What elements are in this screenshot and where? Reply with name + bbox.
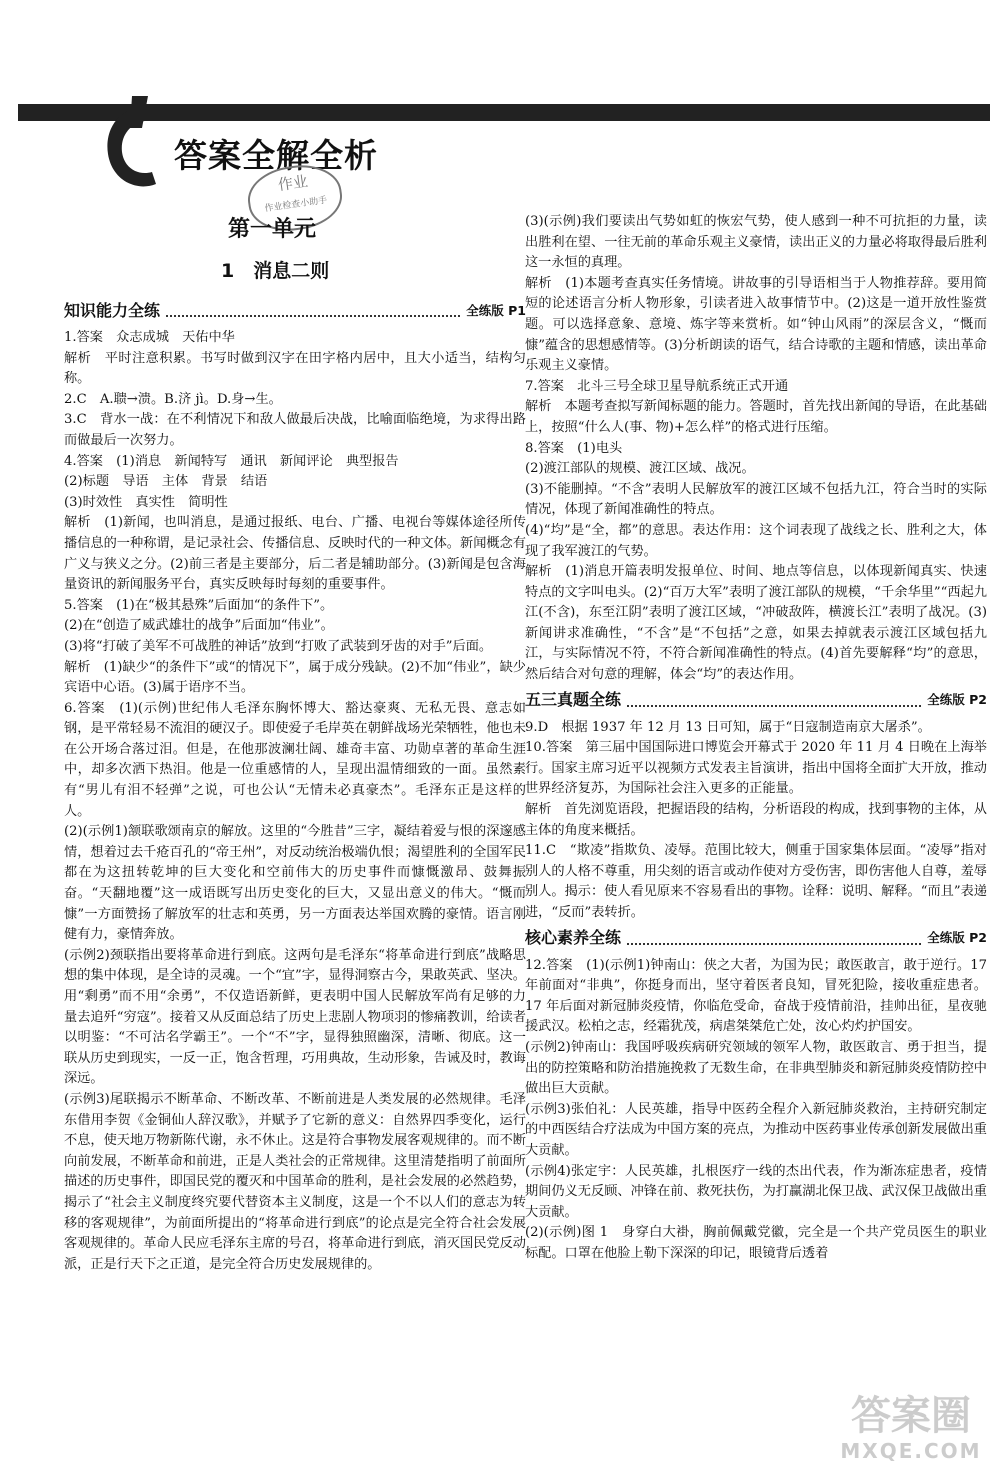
answer-item: 3.C 背水一战：在不利情况下和敌人做最后决战，比喻面临绝境，为求得出路而做最后一次努力。 (64, 412, 526, 448)
answer-item: (示例3)尾联揭示不断革命、不断改革、不断前进是人类发展的必然规律。毛泽东借用李贺《金铜仙人辞汉歌》，并赋予了它新的意义：自然界四季变化，运行不息，使天地万物新陈代谢，永不休止。这是符合事物发展客观规律的。而不断向前发展，不断革命和前进，正是人类社会的正常规律。这里清楚指明了前面所描述的历史事件，即国民党的覆灭和中国革命的胜利，是社会发展的必然趋势，揭示了“社会主义制度终究要代替资本主义制度，这是一个不以人们的意志为转移的客观规律”，为前面所提出的“将革命进行到底”的论点是完全符合社会发展客观规律的。革命人民应毛泽东主席的号召，将革命进行到底，消灭国民党反动派，正是行天下之正道，是完全符合历史发展规律的。 (64, 1091, 526, 1272)
answer-item: (3)时效性 真实性 简明性 (64, 494, 228, 510)
section-header: 五三真题全练 全练版 P2 (525, 690, 987, 710)
answer-list (525, 212, 987, 686)
answer-item: (示例2)颈联指出要将革命进行到底。这两句是毛泽东“将革命进行到底”战略思想的集中体现，是全诗的灵魂。一个“宜”字，显得洞察古今，果敢英武、坚决。用“剩勇”而不用“余勇”，不仅造语新鲜，更表明中国人民解放军尚有足够的力量去追歼“穷寇”。接着又从反面总结了历史上悲剧人物项羽的惨痛教训，给读者以明鉴：“不可沽名学霸王”。一个“不”字，显得独照幽深，清晰、彻底。这一联从历史到现实，一反一正，饱含哲理，巧用典故，生动形象，告诫及时，教诲深远。 (64, 947, 526, 1087)
answer-item: (2)标题 导语 主体 背景 结语 (64, 474, 268, 490)
hook-icon (90, 88, 170, 198)
answer-item: 解析 (1)本题考查真实任务情境。讲故事的引导语相当于人物推荐辞。要用简短的论述语言分析人物形象，引读者进入故事情节中。(2)这是一道开放性鉴赏题。可以选择意象、意境、炼字等来赏析。如“钟山风雨”的深层含义，“慨而慷”蕴含的思想感情等。(3)分析朗读的语气，结合诗歌的主题和情感，读出革命乐观主义豪情。 (525, 275, 987, 374)
unit-title: 第一单元 (228, 217, 317, 242)
answer-item: 解析 (1)缺少“的条件下”或“的情况下”，属于成分残缺。(2)不加“伟业”，缺少宾语中心语。(3)属于语序不当。 (64, 659, 526, 696)
answer-item: 解析 (1)新闻，也叫消息，是通过报纸、电台、广播、电视台等媒体途径所传播信息的一种称谓，是记录社会、传播信息、反映时代的一种文体。新闻概念有广义与狭义之分。(2)前三者是主要部分，后二者是辅助部分。(3)新闻是包含海量资讯的新闻服务平台，真实反映每时每刻的重要事件。 (64, 515, 526, 593)
answer-item: 10.答案 第三届中国国际进口博览会开幕式于 2020 年 11 月 4 日晚在上海举行。国家主席习近平以视频方式发表主旨演讲，指出中国将全面扩大开放，推动世界经济复苏，为国际社会注入更多的正能量。 (525, 740, 987, 797)
answer-item: 4.答案 (1)消息 新闻特写 通讯 新闻评论 典型报告 (64, 453, 399, 469)
answer-item: 解析 (1)消息开篇表明发报单位、时间、地点等信息，以体现新闻真实、快速特点的文字叫电头。(2)“百万大军”表明了渡江部队的规模，“千余华里”“西起九江(不含)，东至江阴”表明了渡江区域，“冲破敌阵，横渡长江”表明了战况。(3)新闻讲求准确性，“不含”是“不包括”之意，如果去掉就表示渡江区域包括九江，与实际情况不符，不符合新闻准确性的特点。(4)首先要解释“均”的意思，然后结合对句意的理解，体会“均”的表达作用。 (525, 564, 987, 683)
answer-item: (3)将“打破了美军不可战胜的神话”放到“打败了武装到牙齿的对手”后面。 (64, 638, 493, 654)
answer-item: 7.答案 北斗三号全球卫星导航系统正式开通 (525, 378, 789, 394)
watermark: 答案圈 MXQE.COM (840, 1393, 982, 1463)
section-header: 知识能力全练 全练版 P1 (64, 300, 526, 320)
stamp: 作业 作业检查小助手 (244, 160, 346, 236)
answer-item: (示例4)张定宇：人民英雄，扎根医疗一线的杰出代表，作为渐冻症患者，疫情期间仍义无反顾、冲锋在前、救死扶伤，为打赢湖北保卫战、武汉保卫战做出重大贡献。 (525, 1163, 987, 1220)
section-header: 核心素养全练 全练版 P2 (525, 928, 987, 948)
answer-item: (3)不能删掉。“不含”表明人民解放军的渡江区域不包括九江，符合当时的实际情况，体现了新闻准确性的特点。 (525, 481, 987, 518)
answer-item: (2)(示例)图 1 身穿白大褂，胸前佩戴党徽，完全是一个共产党员医生的职业标配。口罩在他脸上勒下深深的印记，眼镜背后透着 (525, 1225, 987, 1261)
answer-item: (示例2)钟南山：我国呼吸疾病研究领域的领军人物，敢医敢言、勇于担当，提出的防控策略和防治措施挽救了无数生命，在非典型肺炎和新冠肺炎疫情防控中做出巨大贡献。 (525, 1039, 987, 1097)
answer-list (525, 718, 987, 924)
answer-item: (2)渡江部队的规模、渡江区域、战况。 (525, 461, 755, 477)
answer-item: 解析 首先浏览语段，把握语段的结构，分析语段的构成，找到事物的主体，从主体的角度来概括。 (525, 802, 987, 838)
answer-item: (4)“均”是“全，都”的意思。表达作用：这个词表现了战线之长、胜利之大，体现了我军渡江的气势。 (525, 522, 987, 559)
answer-item: 11.C “欺凌”指欺负、凌辱。范围比较大，侧重于国家集体层面。“凌辱”指对别人的人格不尊重，用尖刻的语言或动作使对方受伤害，即伤害他人自尊，羞辱别人。揭示：使人看见原来不容易看出的事物。诠释：说明、解释。“而且”表递进，“反而”表转折。 (525, 843, 987, 920)
answer-item: (示例3)张伯礼：人民英雄，指导中医药全程介入新冠肺炎救治，主持研究制定的中西医结合疗法成为中国方案的亮点，为推动中医药事业传承创新发展做出重大贡献。 (525, 1101, 987, 1158)
left-column (64, 296, 526, 1275)
answer-item: 解析 平时注意积累。书写时做到汉字在田字格内居中，且大小适当，结构匀称。 (64, 350, 526, 387)
answer-item: (3)(示例)我们要读出气势如虹的恢宏气势，使人感到一种不可抗拒的力量，读出胜利在望、一往无前的革命乐观主义豪情，读出正义的力量必将取得最后胜利这一永恒的真理。 (525, 214, 987, 271)
answer-list (64, 328, 526, 1275)
answer-item: (2)(示例1)颔联歌颂南京的解放。这里的“今胜昔”三字，凝结着爱与恨的深邃感情，想着过去千疮百孔的“帝王州”，对反动统治极端仇恨；渴望胜利的全国军民都在为这扭转乾坤的巨大变化和空前伟大的历史事件而慷慨激昂、鼓舞振奋。“天翻地覆”这一成语既写出历史变化的巨大，又显出意义的伟大。“慨而慷”一方面赞扬了解放军的壮志和英勇，另一方面表达举国欢腾的豪情。语言刚健有力，豪情奔放。 (64, 824, 526, 943)
answer-item: 12.答案 (1)(示例1)钟南山：侠之大者，为国为民；敢医敢言，敢于逆行。17 年前面对“非典”，你挺身而出，坚守着医者良知，冒死犯险，接收重症患者。17 年后面对新冠肺炎疫情，你临危受命，奋战于疫情前沿，挂帅出征，星夜驰援武汉。松柏之志，经霜犹茂，病虐桀桀危亡处，汝心灼灼护国安。 (525, 957, 987, 1035)
right-column (525, 212, 987, 1265)
answer-item: 2.C A.聩→溃。B.济 jì。D.身→生。 (64, 391, 282, 407)
answer-item: (2)在“创造了威武雄壮的战争”后面加“伟业”。 (64, 618, 334, 634)
lesson-title: 1 消息二则 (221, 260, 330, 282)
answer-item: 1.答案 众志成城 天佑中华 (64, 330, 235, 345)
page-title: 答案全解全析 (174, 136, 378, 175)
answer-item: 9.D 根据 1937 年 12 月 13 日可知，属于“日寇制造南京大屠杀”。 (525, 719, 931, 735)
answer-item: 6.答案 (1)(示例)世纪伟人毛泽东胸怀博大、豁达豪爽、无私无畏、意志如钢，是平常轻易不流泪的硬汉子。即使爱子毛岸英在朝鲜战场光荣牺牲，他也未在公开场合落过泪。但是，在他那波澜壮阔、雄奇丰富、功勋卓著的革命生涯中，却多次洒下热泪。他是一位重感情的人，呈现出温情细致的一面。虽然素有“男儿有泪不轻弹”之说，可也公认“无情未必真豪杰”。毛泽东正是这样的人。 (64, 700, 526, 819)
answer-list (525, 956, 987, 1265)
answer-item: 5.答案 (1)在“极其悬殊”后面加“的条件下”。 (64, 597, 334, 613)
answer-item: 8.答案 (1)电头 (525, 440, 623, 456)
answer-item: 解析 本题考查拟写新闻标题的能力。答题时，首先找出新闻的导语，在此基础上，按照“什么人(事、物)+怎么样”的格式进行压缩。 (525, 399, 987, 435)
